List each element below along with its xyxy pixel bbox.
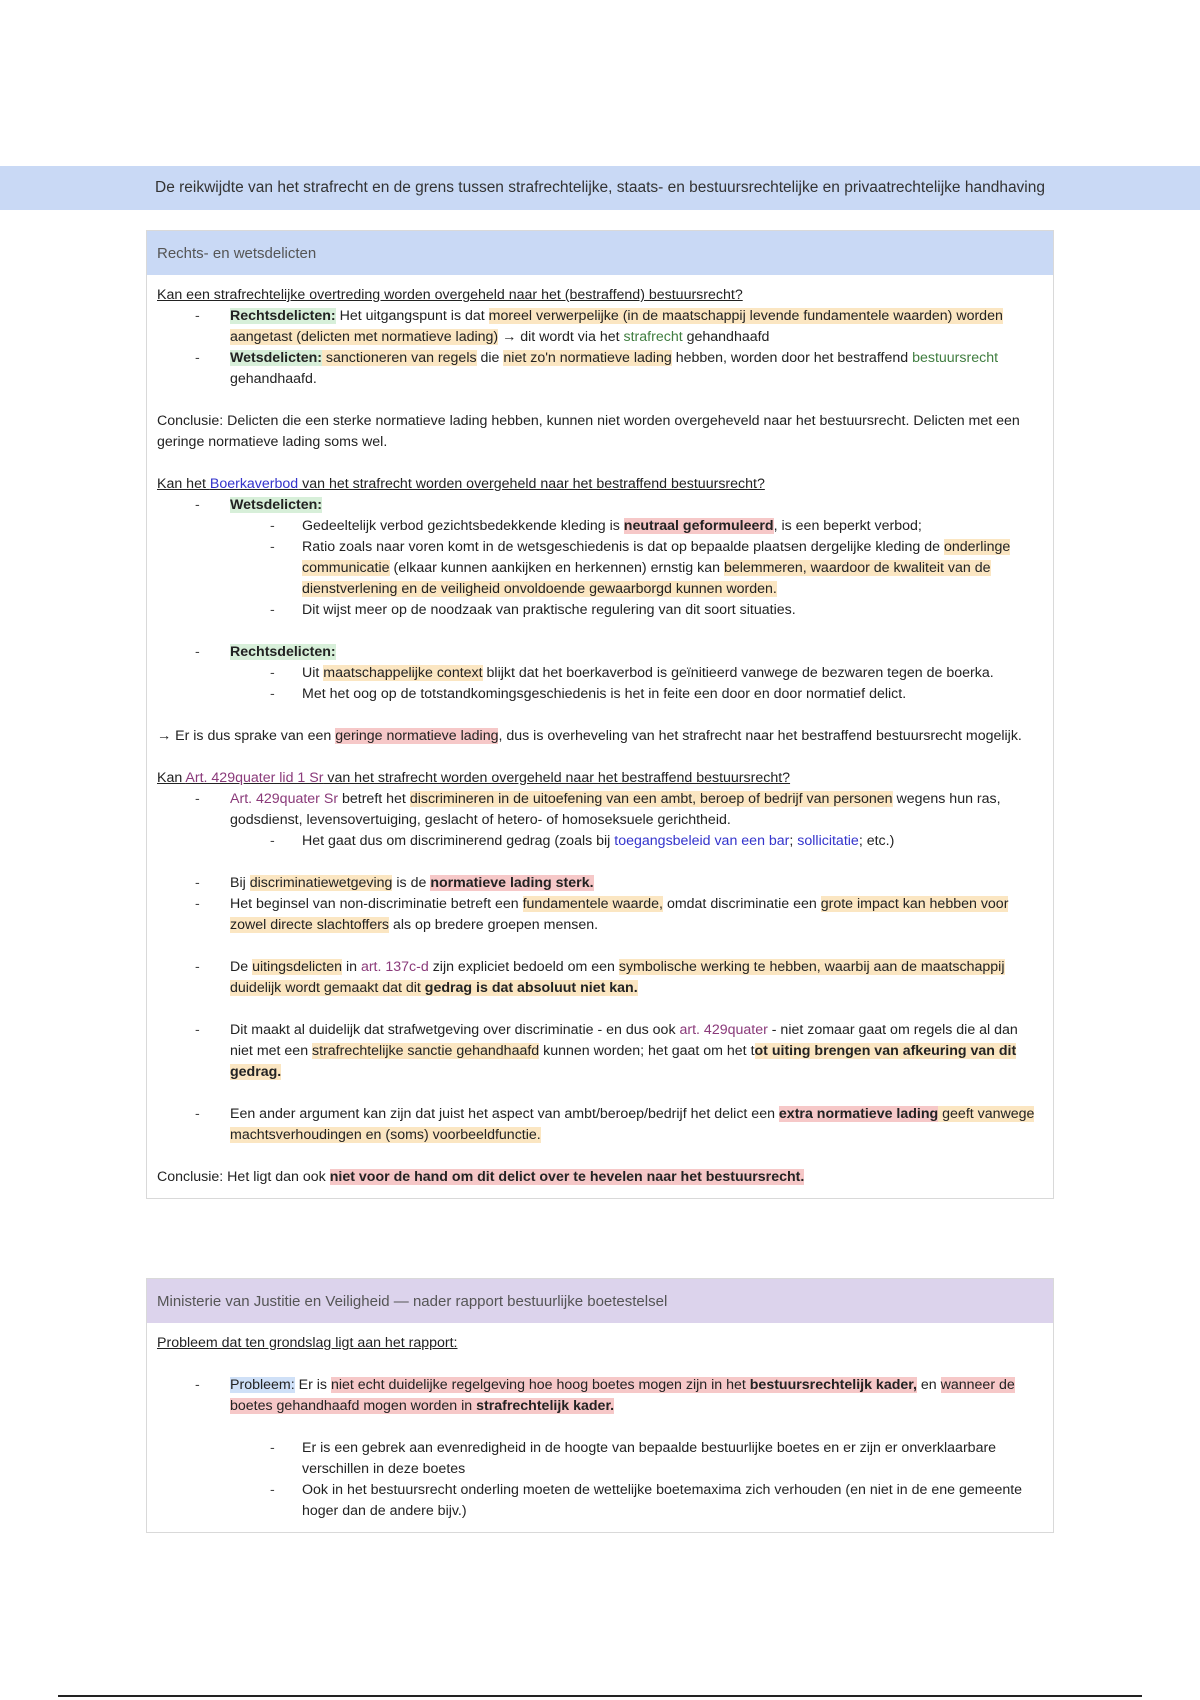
article-link[interactable]: Art. 429quater Sr [230, 791, 339, 807]
section-body [147, 1323, 1053, 1532]
term-link[interactable]: bestuursrecht [912, 350, 999, 366]
example-link[interactable]: sollicitatie [797, 833, 859, 849]
list-item: - Art. 429quater Sr betreft het discrimineren in de uitoefening van een ambt, beroep of bedrijf van personen wegens hun ras, godsdienst, levensovertuiging, geslacht of hetero- of homoseksuele gerichtheid. [157, 789, 1043, 831]
bullet-list [157, 873, 1043, 936]
page-divider [58, 1695, 1142, 1697]
list-item: - Het beginsel van non-discriminatie betreft een fundamentele waarde, omdat discriminatie een grote impact kan hebben voor zowel directe slachtoffers als op bredere groepen mensen. [157, 894, 1043, 936]
question-1: Kan een strafrechtelijke overtreding worden overgeheld naar het (bestraffend) bestuursrecht? [157, 287, 743, 303]
bullet-list [157, 642, 1043, 705]
conclusion-2: → Er is dus sprake van een geringe normatieve lading, dus is overheveling van het strafrecht naar het bestraffend bestuursrecht mogelijk. [157, 728, 1022, 744]
section-header: Rechts- en wetsdelicten [147, 231, 1053, 275]
list-item: - Gedeeltelijk verbod gezichtsbedekkende kleding is neutraal geformuleerd, is een beperkt verbod; [157, 516, 1043, 537]
bullet-list [157, 495, 1043, 621]
list-item: - Rechtsdelicten: [157, 642, 1043, 663]
list-item: - Bij discriminatiewetgeving is de normatieve lading sterk. [157, 873, 1043, 894]
bullet-list [157, 306, 1043, 390]
section-header: Ministerie van Justitie en Veiligheid — nader rapport bestuurlijke boetestelsel [147, 1279, 1053, 1323]
section-rechts-wetsdelicten [146, 230, 1054, 1199]
list-item: - De uitingsdelicten in art. 137c-d zijn expliciet bedoeld om een symbolische werking te hebben, waarbij aan de maatschappij duidelijk wordt gemaakt dat dit gedrag is dat absoluut niet kan. [157, 957, 1043, 999]
term-link[interactable]: strafrecht [623, 329, 683, 345]
conclusion-1: Conclusie: Delicten die een sterke normatieve lading hebben, kunnen niet worden overgeheveld naar het bestuursrecht. Delicten met een geringe normatieve lading soms wel. [157, 413, 1020, 450]
bullet-list [157, 1438, 1043, 1522]
list-item: - Wetsdelicten: [157, 495, 1043, 516]
list-item: - Ook in het bestuursrecht onderling moeten de wettelijke boetemaxima zich verhouden (en niet in de ene gemeente hoger dan de andere bijv.) [157, 1480, 1043, 1522]
bullet-list [157, 1375, 1043, 1417]
article-link[interactable]: art. 429quater [679, 1022, 768, 1038]
bullet-list [157, 1020, 1043, 1083]
list-item: - Een ander argument kan zijn dat juist het aspect van ambt/beroep/bedrijf het delict een extra normatieve lading geeft vanwege machtsverhoudingen en (soms) voorbeeldfunctie. [157, 1104, 1043, 1146]
document-banner-title: De reikwijdte van het strafrecht en de grens tussen strafrechtelijke, staats- en bestuursrechtelijke en privaatrechtelijke handhaving [0, 166, 1200, 210]
list-item: - Wetsdelicten: sanctioneren van regels die niet zo'n normatieve lading hebben, worden door het bestraffend bestuursrecht gehandhaafd. [157, 348, 1043, 390]
question-2: Kan het Boerkaverbod van het strafrecht worden overgeheld naar het bestraffend bestuursrecht? [157, 476, 765, 492]
example-link[interactable]: toegangsbeleid van een bar [614, 833, 790, 849]
list-item: - Het gaat dus om discriminerend gedrag (zoals bij toegangsbeleid van een bar; sollicitatie; etc.) [157, 831, 1043, 852]
list-item: - Probleem: Er is niet echt duidelijke regelgeving hoe hoog boetes mogen zijn in het bestuursrechtelijk kader, en wanneer de boetes gehandhaafd mogen worden in strafrechtelijk kader. [157, 1375, 1043, 1417]
list-item: - Uit maatschappelijke context blijkt dat het boerkaverbod is geïnitieerd vanwege de bezwaren tegen de boerka. [157, 663, 1043, 684]
bullet-list [157, 789, 1043, 852]
list-item: - Er is een gebrek aan evenredigheid in de hoogte van bepaalde bestuurlijke boetes en er zijn er onverklaarbare verschillen in deze boetes [157, 1438, 1043, 1480]
section-body [147, 275, 1053, 1198]
section-boetestelsel [146, 1278, 1054, 1533]
question-problem: Probleem dat ten grondslag ligt aan het rapport: [157, 1335, 458, 1351]
list-item: - Met het oog op de totstandkomingsgeschiedenis is het in feite een door en door normatief delict. [157, 684, 1043, 705]
list-item: - Ratio zoals naar voren komt in de wetsgeschiedenis is dat op bepaalde plaatsen dergelijke kleding de onderlinge communicatie (elkaar kunnen aankijken en herkennen) ernstig kan belemmeren, waardoor de kwaliteit van de dienstverlening en de veiligheid onvoldoende gewaarborgd kunnen worden. [157, 537, 1043, 600]
conclusion-3: Conclusie: Het ligt dan ook niet voor de hand om dit delict over te hevelen naar het bestuursrecht. [157, 1169, 805, 1185]
article-link[interactable]: art. 137c-d [360, 959, 429, 975]
article-link[interactable]: Art. 429quater lid 1 Sr [185, 770, 324, 786]
bullet-list [157, 1104, 1043, 1146]
list-item: - Rechtsdelicten: Het uitgangspunt is dat moreel verwerpelijke (in de maatschappij levende fundamentele waarden) worden aangetast (delicten met normatieve lading) → dit wordt via het strafrecht gehandhaafd [157, 306, 1043, 348]
list-item: - Dit maakt al duidelijk dat strafwetgeving over discriminatie - en dus ook art. 429quater - niet zomaar gaat om regels die al dan niet met een strafrechtelijke sanctie gehandhaafd kunnen worden; het gaat om het tot uiting brengen van afkeuring van dit gedrag. [157, 1020, 1043, 1083]
question-3: Kan Art. 429quater lid 1 Sr van het strafrecht worden overgeheld naar het bestraffend bestuursrecht? [157, 770, 791, 786]
boerkaverbod-link[interactable]: Boerkaverbod [209, 476, 299, 492]
bullet-list [157, 957, 1043, 999]
list-item: - Dit wijst meer op de noodzaak van praktische regulering van dit soort situaties. [157, 600, 1043, 621]
